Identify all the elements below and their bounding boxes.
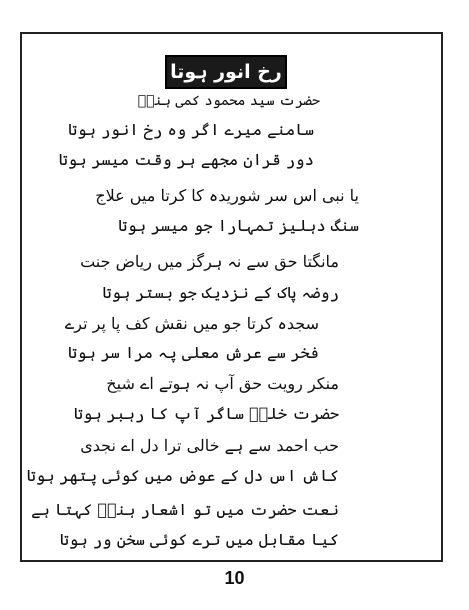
verse-line-2: دور قران مجھے ہر وقت میسر ہوتا <box>58 150 314 169</box>
verse-line-10: حضرت خلقؔ ساگر آپ کا رہبر ہوتا <box>73 404 339 423</box>
verse-line-8: فخر سے عرش معلی پہ مرا سر ہوتا <box>67 343 319 362</box>
verse-line-1: سامنے میرے اگر وہ رخ انور ہوتا <box>67 120 314 139</box>
verse-line-5: مانگتا حق سے نہ ہرگز میں ریاض جنت <box>80 252 339 271</box>
poem-title-box <box>165 55 287 89</box>
verse-line-14: کیا مقابل میں ترے کوئی سخن ور ہوتا <box>59 530 339 549</box>
verse-line-3: یا نبی اس سر شوریدہ کا کرتا میں علاج <box>95 186 359 205</box>
poet-byline: حضرت سید محمود کمی ہنرؔ <box>137 93 320 109</box>
verse-line-6: روضہ پاک کے نزدیک جو بستر ہوتا <box>102 283 339 302</box>
page-number: 10 <box>224 568 245 588</box>
verse-line-4: سنگ دہلیز تمہارا جو میسر ہوتا <box>117 216 359 235</box>
poem-title: رخ انور ہوتا <box>170 61 282 83</box>
verse-line-7: سجدہ کرتا جو میں نقش کف پا پر ترے <box>64 314 319 333</box>
verse-line-12: کاش اس دل کے عوض میں کوئی پتھر ہوتا <box>26 466 339 485</box>
verse-line-11: حب احمد سے ہے خالی ترا دل اے نجدی <box>80 436 339 455</box>
verse-line-9: منکر رویت حق آپ نہ ہوتے اے شیخ <box>106 374 339 393</box>
verse-line-13: نعت حضرت میں تو اشعار ہنرؔ کہتا ہے <box>31 500 339 519</box>
